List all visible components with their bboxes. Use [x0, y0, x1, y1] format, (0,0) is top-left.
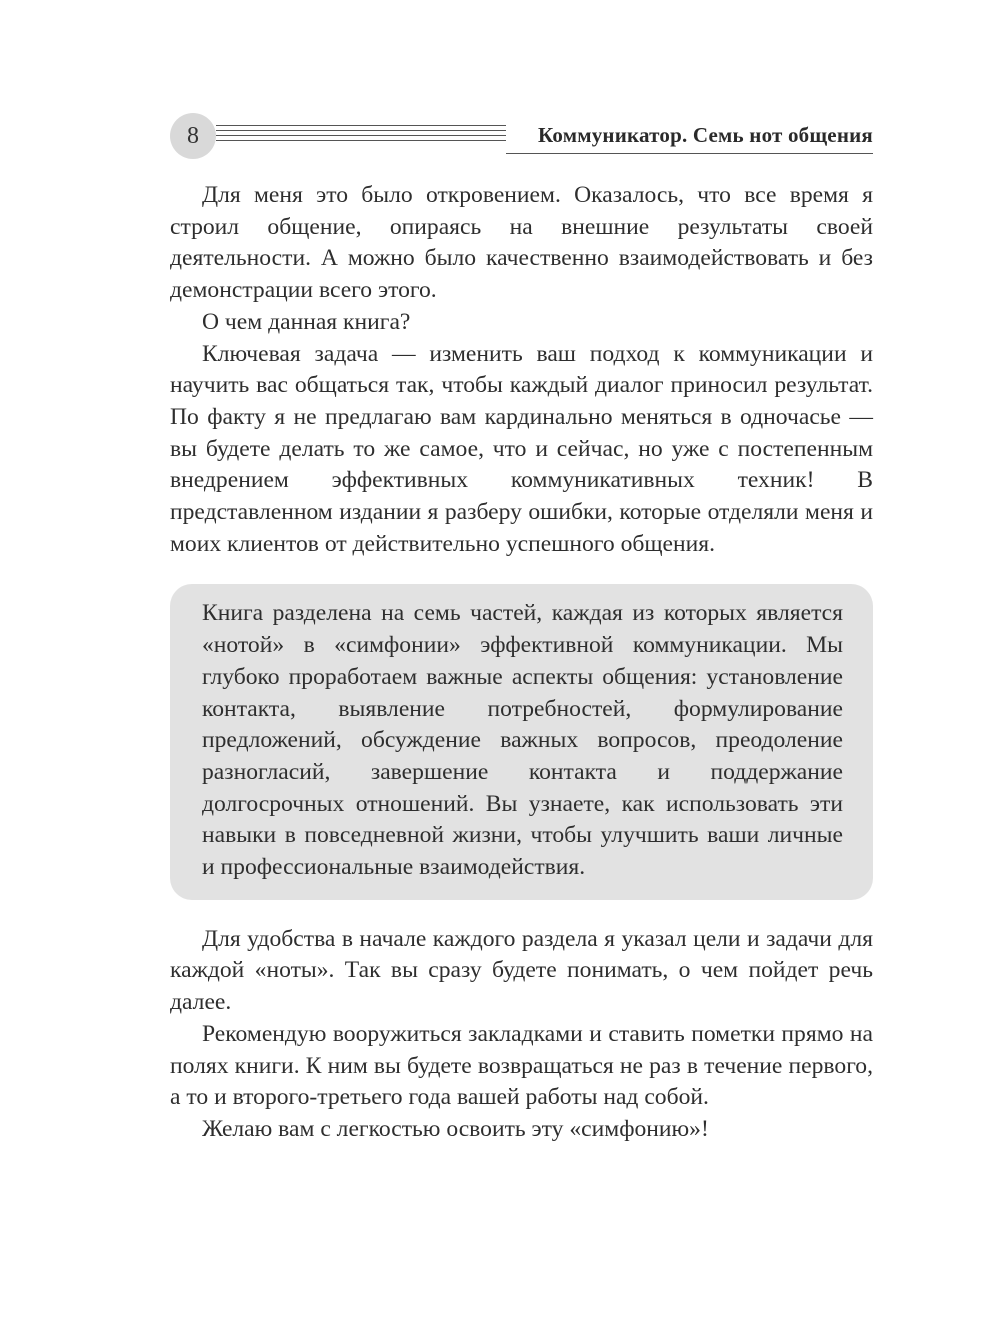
header-rule: [506, 153, 873, 154]
running-header: [170, 113, 873, 159]
paragraph: Рекомендую вооружиться закладками и ставить пометки прямо на полях книги. К ним вы будете возвращаться не раз в течение первого, а то и второго-третьего года вашей работы над собой.: [170, 1020, 873, 1111]
callout-text: Книга разделена на семь частей, каждая из которых является «нотой» в «симфонии» эффективной коммуникации. Мы глубоко проработаем важные аспекты общения: установление контакта, выявление потребностей, формулирование предложений, обсуждение важных вопросов, преодоление разногласий, завершение контакта и поддержание долгосрочных отношений. Вы узнаете, как использовать эти навыки в повседневной жизни, чтобы улучшить ваши личные и профессиональные взаимодействия.: [202, 600, 843, 881]
highlight-box: [170, 584, 873, 899]
paragraph: Для меня это было откровением. Оказалось, что все время я строил общение, опираясь на внешние результаты своей деятельности. А можно было качественно взаимодействовать и без демонстрации всего этого.: [170, 182, 873, 304]
book-title: Коммуникатор. Семь нот общения: [538, 123, 873, 147]
paragraph: Желаю вам с легкостью освоить эту «симфонию»!: [202, 1115, 709, 1142]
paragraph: Для удобства в начале каждого раздела я указал цели и задачи для каждой «ноты». Так вы сразу будете понимать, о чем пойдет речь далее.: [170, 925, 873, 1016]
page-number: 8: [170, 113, 216, 159]
header-decorative-lines: [216, 125, 506, 147]
paragraph: О чем данная книга?: [202, 308, 411, 335]
page-body: [170, 180, 873, 1146]
paragraph: Ключевая задача — изменить ваш подход к коммуникации и научить вас общаться так, чтобы каждый диалог приносил результат. По факту я не предлагаю вам кардинально меняться в одночасье — вы будете делать то же самое, что и сейчас, но уже с постепенным внедрением эффективных коммуникативных техник! В представленном издании я разберу ошибки, которые отделяли меня и моих клиентов от действительно успешного общения.: [170, 340, 873, 557]
